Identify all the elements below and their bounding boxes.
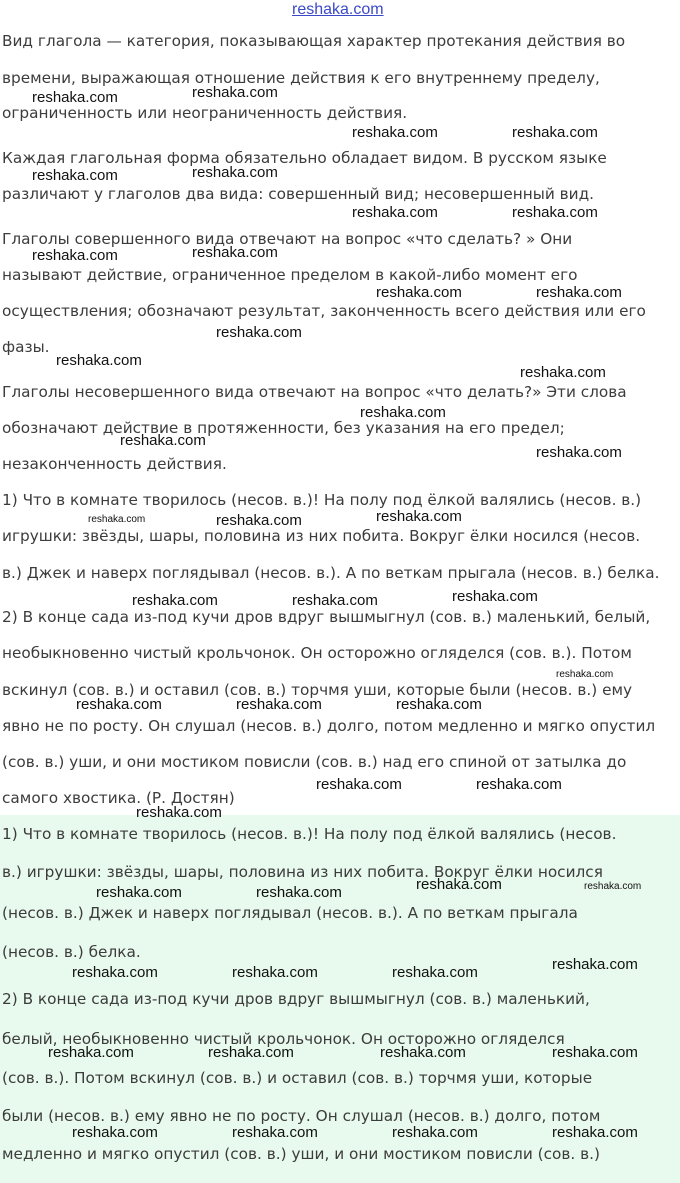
watermark: reshaka.com	[72, 1124, 158, 1141]
watermark: reshaka.com	[536, 444, 622, 461]
watermark: reshaka.com	[352, 204, 438, 221]
theory-line: различают у глаголов два вида: совершенный вид; несовершенный вид.	[2, 185, 595, 203]
watermark: reshaka.com	[380, 1044, 466, 1061]
answer-line: в.) игрушки: звёзды, шары, половина из них побита. Вокруг ёлки носился	[2, 863, 603, 881]
site-link[interactable]: reshaka.com	[292, 1, 384, 18]
watermark: reshaka.com	[536, 284, 622, 301]
watermark: reshaka.com	[32, 89, 118, 106]
answer-line: белый, необыкновенно чистый крольчонок. Он осторожно огляделся	[2, 1030, 565, 1048]
watermark: reshaka.com	[292, 592, 378, 609]
watermark: reshaka.com	[452, 588, 538, 605]
answer-line: 1) Что в комнате творилось (несов. в.)! На полу под ёлкой валялись (несов.	[2, 825, 617, 843]
watermark: reshaka.com	[120, 432, 206, 449]
theory-line: Вид глагола — категория, показывающая характер протекания действия во	[2, 32, 626, 50]
answer-line: (несов. в.) белка.	[2, 943, 141, 961]
watermark: reshaka.com	[232, 1124, 318, 1141]
watermark: reshaka.com	[552, 1124, 638, 1141]
exercise-line: явно не по росту. Он слушал (несов. в.) долго, потом медленно и мягко опустил	[2, 717, 656, 735]
watermark: reshaka.com	[512, 204, 598, 221]
theory-line: обозначают действие в протяженности, без указания на его предел;	[2, 419, 565, 437]
watermark: reshaka.com	[512, 124, 598, 141]
watermark: reshaka.com	[192, 164, 278, 181]
watermark: reshaka.com	[48, 1044, 134, 1061]
answer-line: 2) В конце сада из-под кучи дров вдруг вышмыгнул (сов. в.) маленький,	[2, 990, 590, 1008]
exercise-line: самого хвостика. (Р. Достян)	[2, 789, 235, 807]
watermark: reshaka.com	[476, 776, 562, 793]
watermark: reshaka.com	[216, 512, 302, 529]
exercise-line: 2) В конце сада из-под кучи дров вдруг вышмыгнул (сов. в.) маленький, белый,	[2, 608, 651, 626]
watermark: reshaka.com	[392, 964, 478, 981]
watermark: reshaka.com	[376, 508, 462, 525]
watermark: reshaka.com	[552, 1044, 638, 1061]
watermark: reshaka.com	[396, 696, 482, 713]
watermark: reshaka.com	[232, 964, 318, 981]
answer-line: были (несов. в.) ему явно не по росту. Он слушал (несов. в.) долго, потом	[2, 1107, 601, 1125]
theory-line: Глаголы несовершенного вида отвечают на вопрос «что делать?» Эти слова	[2, 383, 627, 401]
answer-line: (несов. в.) Джек и наверх поглядывал (несов. в.). А по веткам прыгала	[2, 904, 578, 922]
watermark: reshaka.com	[416, 876, 502, 893]
theory-line: незаконченность действия.	[2, 455, 227, 473]
theory-line: осуществления; обозначают результат, законченность всего действия или его	[2, 302, 646, 320]
watermark: reshaka.com	[192, 244, 278, 261]
watermark: reshaka.com	[208, 1044, 294, 1061]
watermark: reshaka.com	[216, 324, 302, 341]
watermark: reshaka.com	[392, 1124, 478, 1141]
exercise-line: в.) Джек и наверх поглядывал (несов. в.). А по веткам прыгала (несов. в.) белка.	[2, 564, 660, 582]
watermark: reshaka.com	[56, 352, 142, 369]
theory-line: времени, выражающая отношение действия к его внутреннему пределу,	[2, 69, 600, 87]
watermark: reshaka.com	[32, 247, 118, 264]
watermark: reshaka.com	[376, 284, 462, 301]
exercise-line: вскинул (сов. в.) и оставил (сов. в.) торчмя уши, которые были (несов. в.) ему	[2, 681, 633, 699]
watermark: reshaka.com	[316, 776, 402, 793]
watermark: reshaka.com	[520, 364, 606, 381]
exercise-line: необыкновенно чистый крольчонок. Он осторожно огляделся (сов. в.). Потом	[2, 644, 632, 662]
watermark: reshaka.com	[256, 884, 342, 901]
theory-line: Глаголы совершенного вида отвечают на вопрос «что сделать? » Они	[2, 230, 573, 248]
watermark: reshaka.com	[96, 884, 182, 901]
watermark: reshaka.com	[32, 167, 118, 184]
watermark: reshaka.com	[556, 669, 614, 680]
watermark: reshaka.com	[72, 964, 158, 981]
exercise-line: игрушки: звёзды, шары, половина из них побита. Вокруг ёлки носился (несов.	[2, 527, 641, 545]
watermark: reshaka.com	[352, 124, 438, 141]
watermark: reshaka.com	[360, 404, 446, 421]
answer-line: медленно и мягко опустил (сов. в.) уши, и они мостиком повисли (сов. в.)	[2, 1145, 600, 1163]
exercise-line: 1) Что в комнате творилось (несов. в.)! На полу под ёлкой валялись (несов. в.)	[2, 491, 642, 509]
theory-line: ограниченность или неограниченность действия.	[2, 104, 408, 122]
watermark: reshaka.com	[192, 84, 278, 101]
exercise-line: (сов. в.) уши, и они мостиком повисли (сов. в.) над его спиной от затылка до	[2, 753, 627, 771]
theory-line: Каждая глагольная форма обязательно обладает видом. В русском языке	[2, 149, 607, 167]
watermark: reshaka.com	[76, 696, 162, 713]
watermark: reshaka.com	[88, 514, 146, 525]
theory-line: фазы.	[2, 338, 50, 356]
watermark: reshaka.com	[584, 881, 642, 892]
watermark: reshaka.com	[136, 804, 222, 821]
watermark: reshaka.com	[132, 592, 218, 609]
watermark: reshaka.com	[552, 956, 638, 973]
theory-line: называют действие, ограниченное пределом в какой-либо момент его	[2, 266, 578, 284]
watermark: reshaka.com	[236, 696, 322, 713]
answer-line: (сов. в.). Потом вскинул (сов. в.) и оставил (сов. в.) торчмя уши, которые	[2, 1069, 593, 1087]
